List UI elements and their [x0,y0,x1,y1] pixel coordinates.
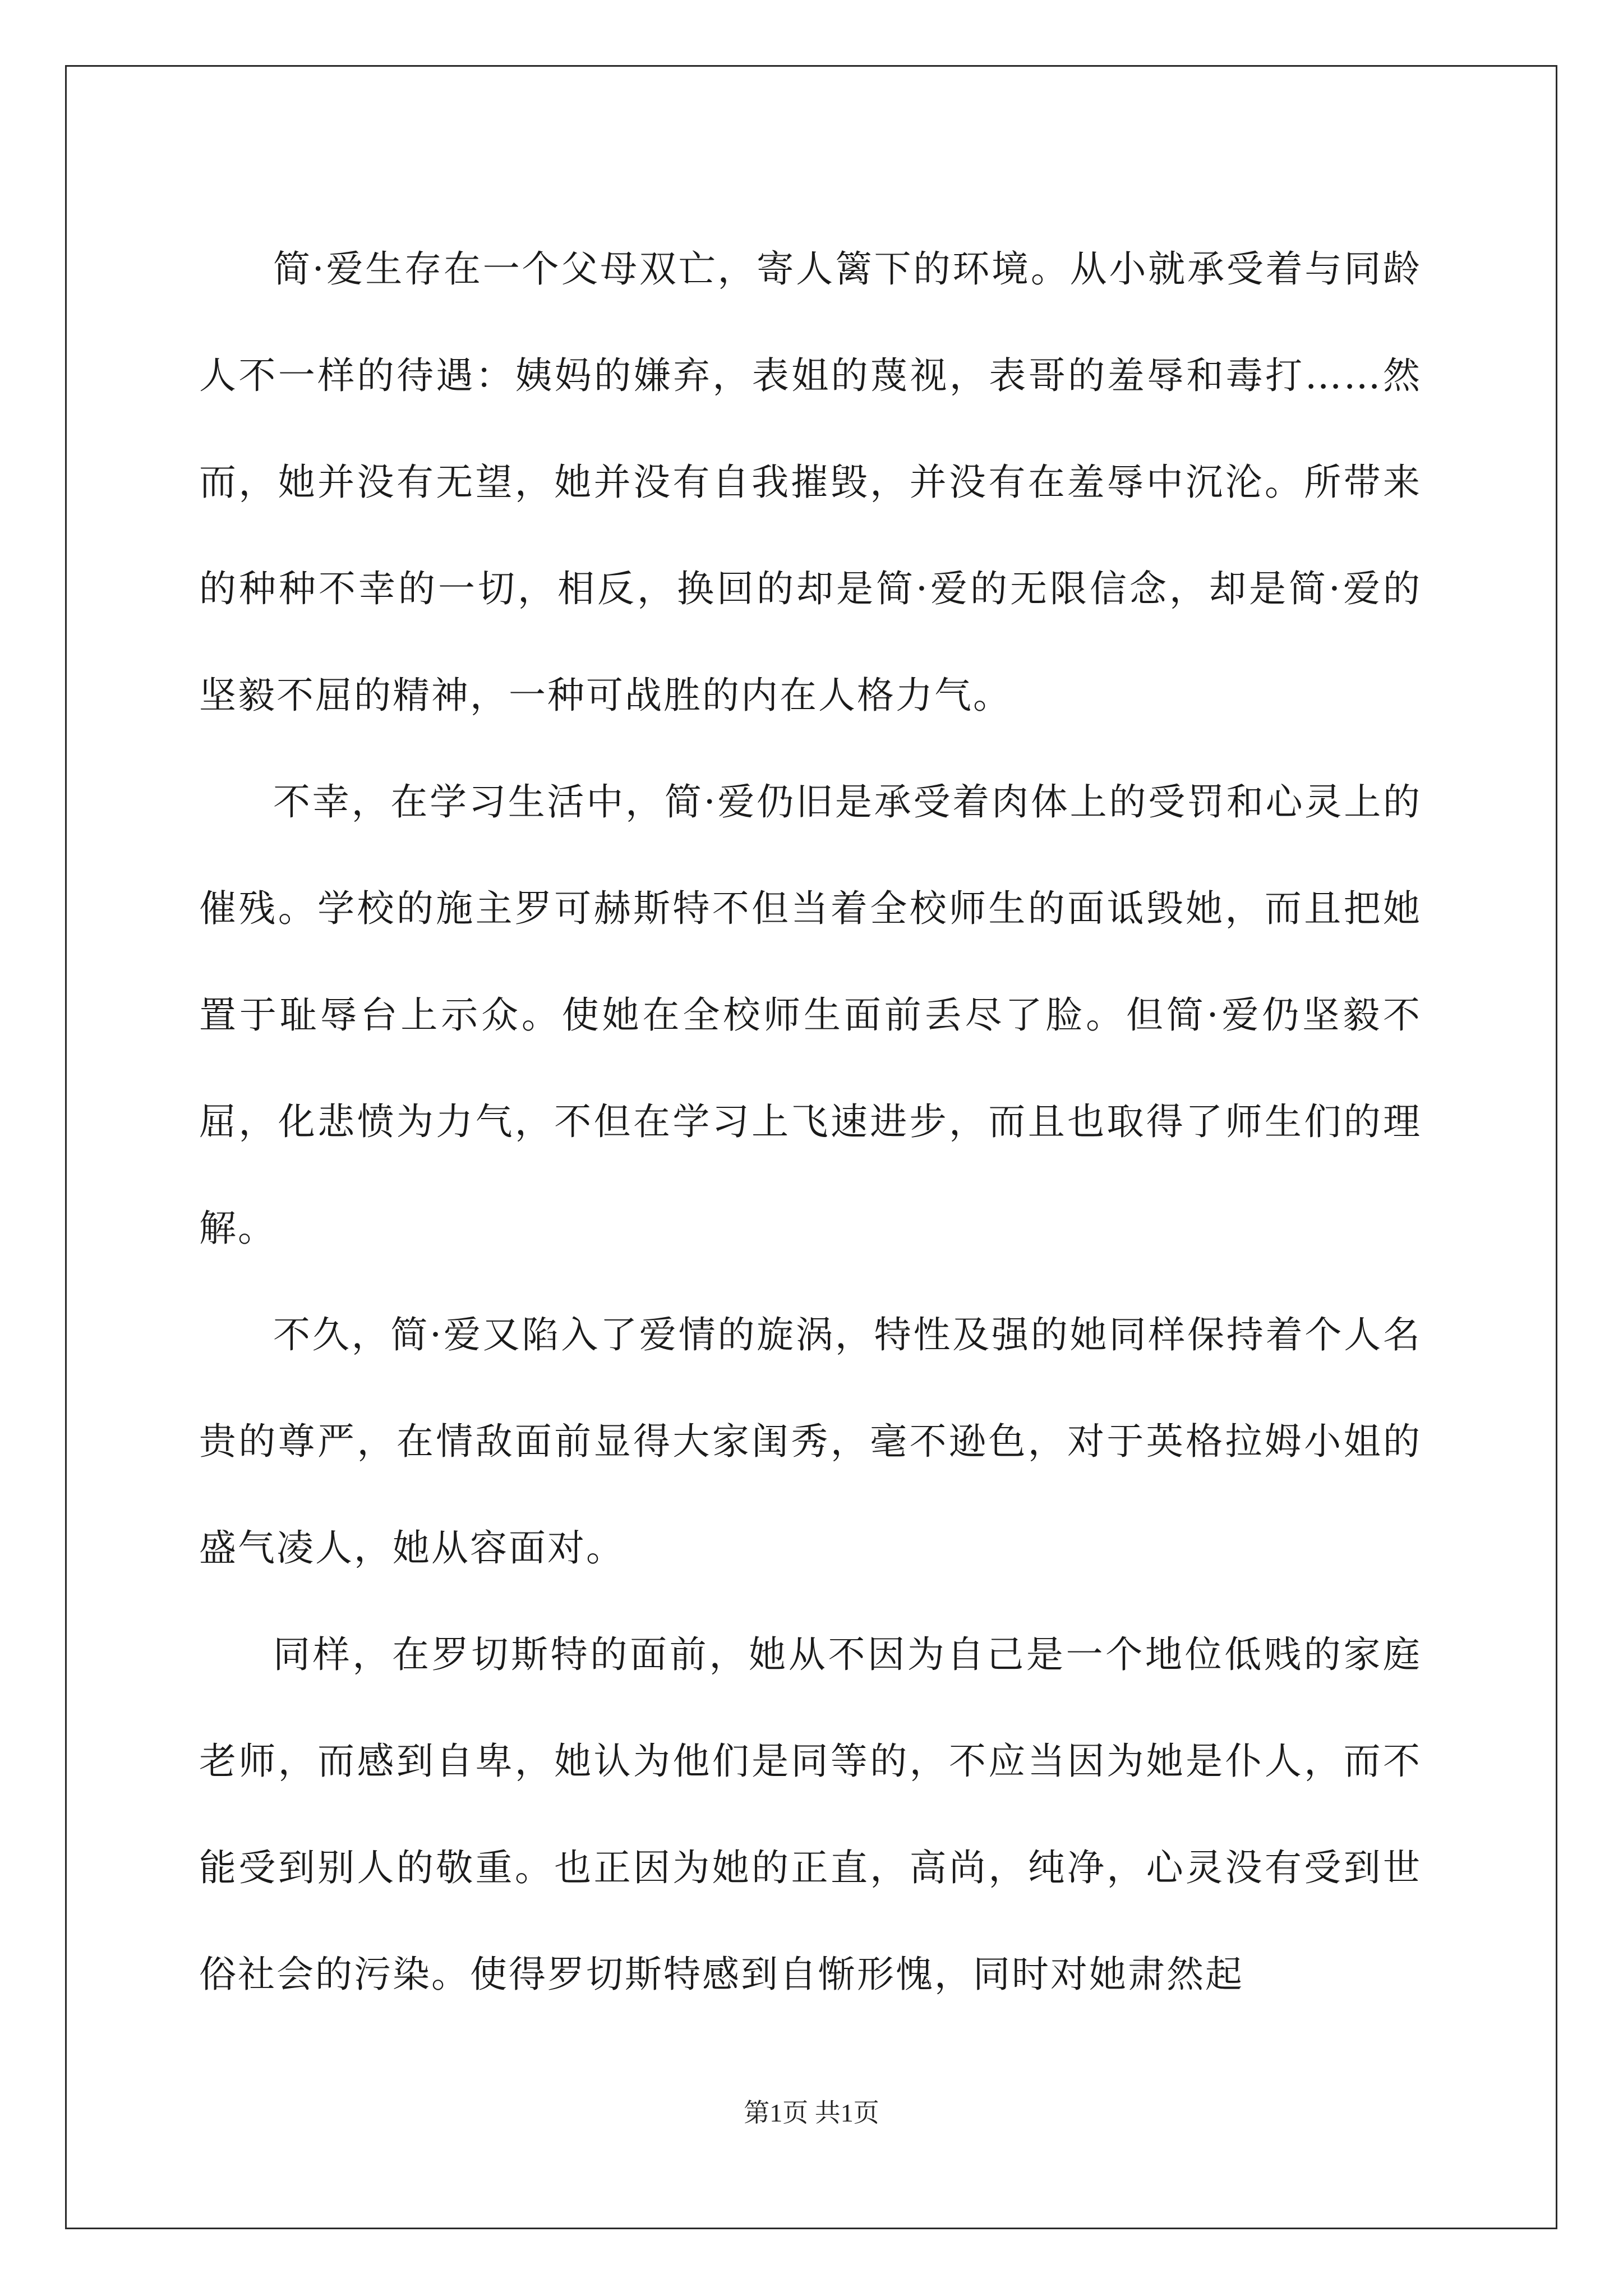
document-body [199,216,1422,2028]
paragraph-1: 简·爱生存在一个父母双亡，寄人篱下的环境。从小就承受着与同龄人不一样的待遇：姨妈的嫌弃，表姐的蔑视，表哥的羞辱和毒打……然而，她并没有无望，她并没有自我摧毁，并没有在羞辱中沉沦。所带来的种种不幸的一切，相反，换回的却是简·爱的无限信念，却是简·爱的坚毅不屈的精神，一种可战胜的内在人格力气。 [199,247,1422,717]
paragraph-4: 同样，在罗切斯特的面前，她从不因为自己是一个地位低贱的家庭老师，而感到自卑，她认为他们是同等的，不应当因为她是仆人，而不能受到别人的敬重。也正因为她的正直，高尚，纯净，心灵没有受到世俗社会的污染。使得罗切斯特感到自惭形愧，同时对她肃然起 [199,1633,1422,1996]
paragraph-3: 不久，简·爱又陷入了爱情的旋涡，特性及强的她同样保持着个人名贵的尊严，在情敌面前显得大家闺秀，毫不逊色，对于英格拉姆小姐的盛气凌人，她从容面对。 [199,1313,1422,1570]
paragraph-2: 不幸，在学习生活中，简·爱仍旧是承受着肉体上的受罚和心灵上的催残。学校的施主罗可赫斯特不但当着全校师生的面诋毁她，而且把她置于耻辱台上示众。使她在全校师生面前丢尽了脸。但简·爱仍坚毅不屈，化悲愤为力气，不但在学习上飞速进步，而且也取得了师生们的理解。 [199,780,1422,1250]
page-footer: 第1页 共1页 [744,2099,879,2127]
